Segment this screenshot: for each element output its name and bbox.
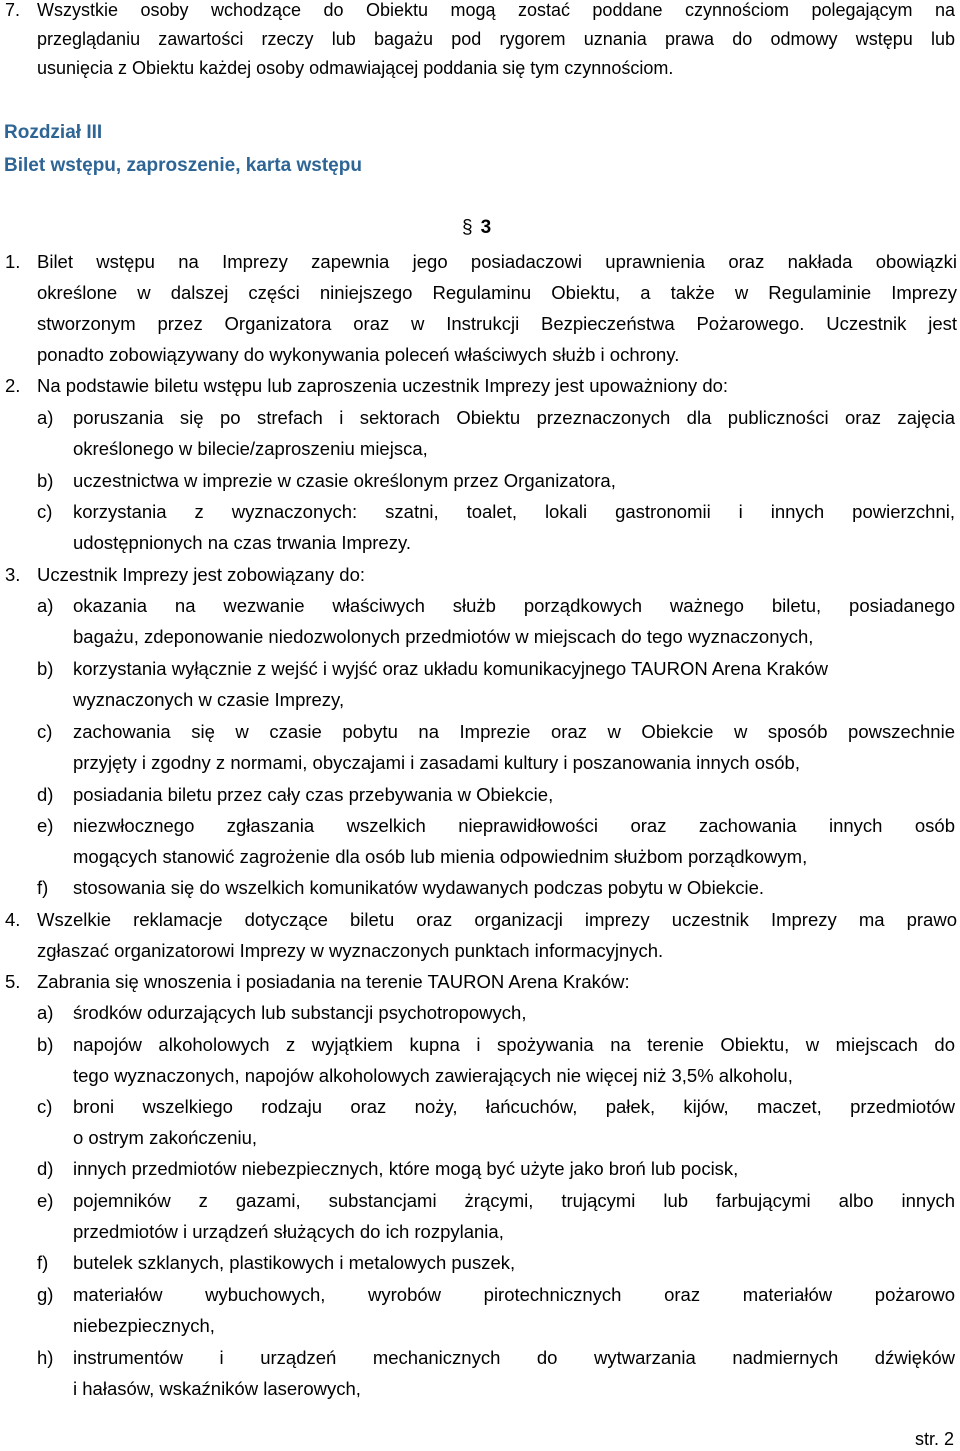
sub-letter: a) xyxy=(37,595,54,616)
text-line: zgłaszać organizatorowi Imprezy w wyznaczonych punktach informacyjnych. xyxy=(37,940,664,961)
text-line: stworzonym przez Organizatora oraz w Instrukcji Bezpieczeństwa Pożarowego. Uczestnik jest xyxy=(37,313,957,334)
text-line: Na podstawie biletu wstępu lub zaproszenia uczestnik Imprezy jest upoważniony do: xyxy=(37,375,729,396)
text-line: udostępnionych na czas trwania Imprezy. xyxy=(73,532,411,553)
text-line: określonego w bilecie/zaproszeniu miejsca, xyxy=(73,438,428,459)
text-line: materiałów wybuchowych, wyrobów pirotechnicznych oraz materiałów pożarowo xyxy=(73,1284,955,1305)
list-number: 5. xyxy=(5,971,21,992)
sub-letter: c) xyxy=(37,501,53,522)
sub-letter: b) xyxy=(37,1034,54,1055)
text-line: tego wyznaczonych, napojów alkoholowych zawierających nie więcej niż 3,5% alkoholu, xyxy=(73,1065,793,1086)
sub-letter: b) xyxy=(37,658,54,679)
text-line: okazania na wezwanie właściwych służb porządkowych ważnego biletu, posiadanego xyxy=(73,595,955,616)
text-line: środków odurzających lub substancji psychotropowych, xyxy=(73,1002,527,1023)
list-number: 4. xyxy=(5,909,21,930)
text-line: Zabrania się wnoszenia i posiadania na terenie TAURON Arena Kraków: xyxy=(37,971,630,992)
text-line: uczestnictwa w imprezie w czasie określonym przez Organizatora, xyxy=(73,470,616,491)
sub-letter: f) xyxy=(37,1252,49,1273)
text-line: instrumentów i urządzeń mechanicznych do wytwarzania nadmiernych dźwięków xyxy=(73,1347,955,1368)
text-line: stosowania się do wszelkich komunikatów wydawanych podczas pobytu w Obiekcie. xyxy=(73,877,765,898)
sub-letter: g) xyxy=(37,1284,54,1305)
text-line: korzystania z wyznaczonych: szatni, toalet, lokali gastronomii i innych powierzchni, xyxy=(73,501,955,522)
section-sign: § xyxy=(462,217,473,238)
text-line: posiadania biletu przez cały czas przebywania w Obiekcie, xyxy=(73,784,554,805)
text-line: o ostrym zakończeniu, xyxy=(73,1127,258,1148)
text-line: broni wszelkiego rodzaju oraz noży, łańcuchów, pałek, kijów, maczet, przedmiotów xyxy=(73,1096,955,1117)
text-line: mogących stanowić zagrożenie dla osób lub mienia odpowiednim służbom porządkowym, xyxy=(73,846,808,867)
text-line: Wszelkie reklamacje dotyczące biletu oraz organizacji imprezy uczestnik Imprezy ma prawo xyxy=(37,909,957,930)
sub-letter: a) xyxy=(37,1002,54,1023)
paragraph-heading xyxy=(462,213,491,243)
chapter-number: Rozdział III xyxy=(4,122,103,143)
text-line: Wszystkie osoby wchodzące do Obiektu mogą zostać poddane czynnościom polegającym na xyxy=(37,0,955,20)
text-line: usunięcia z Obiektu każdej osoby odmawiającej poddania się tym czynnościom. xyxy=(37,58,674,78)
text-line: napojów alkoholowych z wyjątkiem kupna i spożywania na terenie Obiektu, w miejscach do xyxy=(73,1034,955,1055)
page-number: str. 2 xyxy=(914,1429,954,1449)
text-line: określone w dalszej części niniejszego Regulaminu Obiektu, a także w Regulaminie Imprezy xyxy=(37,282,957,303)
text-line: pojemników z gazami, substancjami żrącymi, trującymi lub farbującymi albo innych xyxy=(73,1190,955,1211)
text-line: Uczestnik Imprezy jest zobowiązany do: xyxy=(37,564,365,585)
sub-letter: d) xyxy=(37,784,54,805)
text-line: korzystania wyłącznie z wejść i wyjść oraz układu komunikacyjnego TAURON Arena Kraków xyxy=(73,658,829,679)
list-number: 1. xyxy=(5,251,21,272)
text-line: ponadto zobowiązywany do wykonywania poleceń właściwych służb i ochrony. xyxy=(37,344,680,365)
list-number: 7. xyxy=(5,0,21,20)
text-line: niebezpiecznych, xyxy=(73,1315,215,1336)
sub-letter: b) xyxy=(37,470,54,491)
sub-letter: a) xyxy=(37,407,54,428)
text-line: poruszania się po strefach i sektorach Obiektu przeznaczonych dla publiczności oraz zajęcia xyxy=(73,407,955,428)
list-number: 2. xyxy=(5,375,21,396)
text-line: wyznaczonych w czasie Imprezy, xyxy=(73,689,345,710)
sub-letter: d) xyxy=(37,1158,54,1179)
text-line: bagażu, zdeponowanie niedozwolonych przedmiotów w miejscach do tego wyznaczonych, xyxy=(73,626,814,647)
text-line: i hałasów, wskaźników laserowych, xyxy=(73,1378,361,1399)
list-number: 3. xyxy=(5,564,21,585)
paragraph-number: 3 xyxy=(480,217,492,238)
sub-letter: c) xyxy=(37,1096,53,1117)
text-line: zachowania się w czasie pobytu na Imprezie oraz w Obiekcie w sposób powszechnie xyxy=(73,721,955,742)
text-line: butelek szklanych, plastikowych i metalowych puszek, xyxy=(73,1252,516,1273)
chapter-title: Bilet wstępu, zaproszenie, karta wstępu xyxy=(4,155,362,176)
text-line: przedmiotów i urządzeń służących do ich rozpylania, xyxy=(73,1221,504,1242)
text-line: niezwłocznego zgłaszania wszelkich nieprawidłowości oraz zachowania innych osób xyxy=(73,815,955,836)
text-line: innych przedmiotów niebezpiecznych, które mogą być użyte jako broń lub pocisk, xyxy=(73,1158,739,1179)
text-line: przeglądaniu zawartości rzeczy lub bagażu pod rygorem uznania prawa do odmowy wstępu lub xyxy=(37,29,955,49)
sub-letter: e) xyxy=(37,815,54,836)
sub-letter: e) xyxy=(37,1190,54,1211)
text-line: przyjęty i zgodny z normami, obyczajami i zasadami kultury i poszanowania innych osób, xyxy=(73,752,800,773)
sub-letter: c) xyxy=(37,721,53,742)
sub-letter: f) xyxy=(37,877,49,898)
text-line: Bilet wstępu na Imprezy zapewnia jego posiadaczowi uprawnienia oraz nakłada obowiązki xyxy=(37,251,957,272)
sub-letter: h) xyxy=(37,1347,54,1368)
